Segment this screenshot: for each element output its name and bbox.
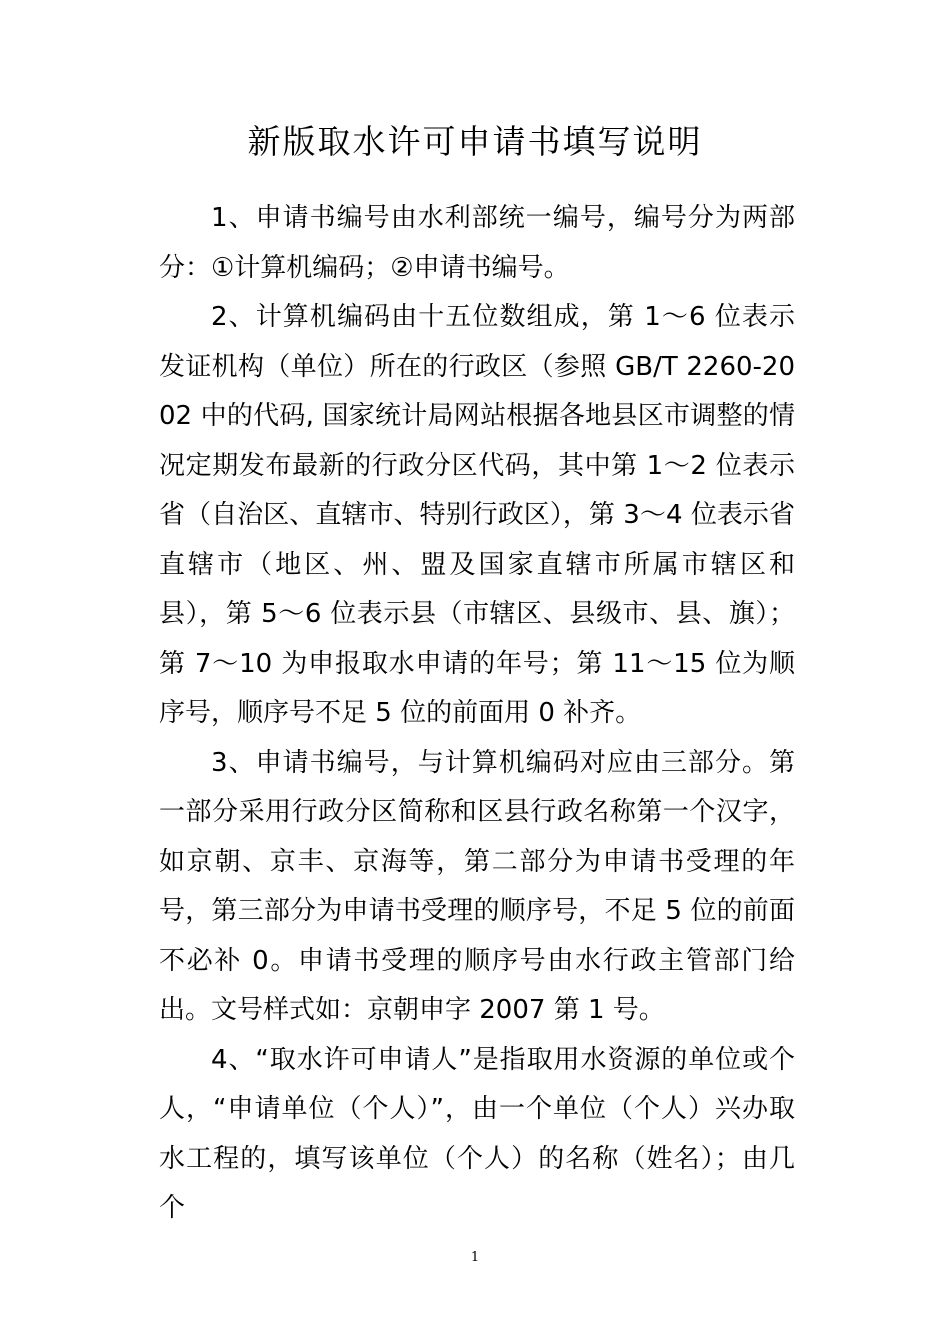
paragraph-3: 3、申请书编号，与计算机编码对应由三部分。第一部分采用行政分区简称和区县行政名称第一个汉字，如京朝、京丰、京海等，第二部分为申请书受理的年号，第三部分为申请书受理的顺序号，不足 5 位的前面不必补 0。申请书受理的顺序号由水行政主管部门给出。文号样式如：京朝申字 2007 第 1 号。 bbox=[159, 747, 795, 1025]
paragraph-1: 1、申请书编号由水利部统一编号，编号分为两部分：①计算机编码；②申请书编号。 bbox=[159, 203, 795, 283]
document-title: 新版取水许可申请书填写说明 bbox=[247, 122, 703, 161]
page-number: 1 bbox=[470, 1250, 480, 1265]
document-body bbox=[159, 194, 795, 1234]
paragraph-2: 2、计算机编码由十五位数组成，第 1～6 位表示发证机构（单位）所在的行政区（参照 GB/T 2260-2002 中的代码, 国家统计局网站根据各地县区市调整的情况定期发布最新的行政分区代码，其中第 1～2 位表示省（自治区、直辖市、特别行政区），第 3～4 位表示省直辖市（地区、州、盟及国家直辖市所属市辖区和县），第 5～6 位表示县（市辖区、县级市、县、旗）；第 7～10 为申报取水申请的年号；第 11～15 位为顺序号，顺序号不足 5 位的前面用 0 补齐。 bbox=[159, 302, 795, 728]
paragraph-4: 4、“取水许可申请人”是指取用水资源的单位或个人，“申请单位（个人）”，由一个单位（个人）兴办取水工程的，填写该单位（个人）的名称（姓名）；由几个 bbox=[159, 1044, 795, 1223]
